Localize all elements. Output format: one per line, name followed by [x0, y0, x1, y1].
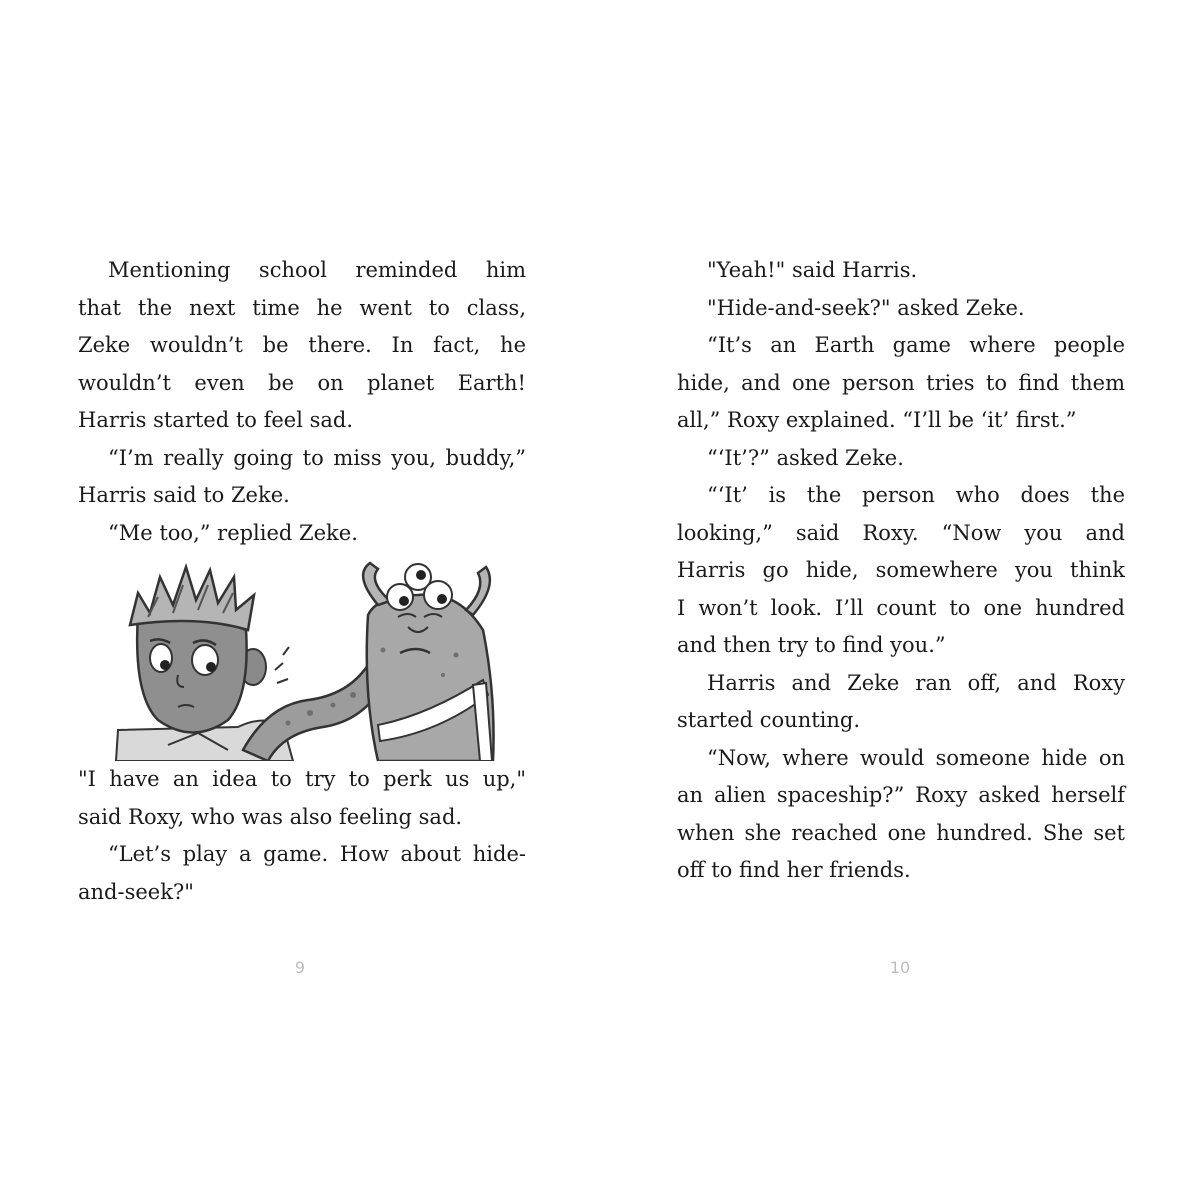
text-line: Harris said to Zeke. [78, 483, 290, 507]
text-line: and then try to find you.” [677, 633, 946, 657]
text-line: an alien spaceship?” Roxy asked herself [677, 783, 1125, 807]
text-line: Zeke wouldn’t be there. In fact, he [78, 333, 526, 357]
right-page [677, 252, 1125, 890]
text-line: “‘It’ is the person who does the [707, 483, 1125, 507]
text-line: “I’m really going to miss you, buddy,” [108, 445, 526, 470]
left-page-text-bottom [78, 761, 526, 911]
text-line: “‘It’?” asked Zeke. [707, 445, 904, 470]
text-line: “Let’s play a game. How about hide- [108, 842, 526, 866]
text-line: said Roxy, who was also feeling sad. [78, 804, 463, 829]
text-line: off to find her friends. [677, 858, 911, 882]
harris-and-zeke-illustration [78, 555, 526, 761]
page-number-right: 10 [889, 958, 911, 977]
text-line: started counting. [677, 708, 861, 732]
right-page-text [677, 252, 1125, 890]
left-page [78, 252, 526, 911]
text-line: “Now, where would someone hide on [707, 745, 1125, 770]
left-page-text-top [78, 252, 526, 552]
text-line: when she reached one hundred. She set [677, 820, 1125, 845]
text-line: wouldn’t even be on planet Earth! [78, 370, 526, 395]
text-line: looking,” said Roxy. “Now you and [677, 520, 1125, 545]
text-line: I won’t look. I’ll count to one hundred [677, 595, 1125, 620]
text-line: "Yeah!" said Harris. [707, 258, 918, 282]
text-line: Harris started to feel sad. [78, 408, 354, 432]
text-line: hide, and one person tries to find them [677, 370, 1125, 395]
text-line: Mentioning school reminded him [108, 258, 526, 282]
text-line: Harris and Zeke ran off, and Roxy [707, 670, 1125, 695]
page-number-left: 9 [294, 958, 306, 977]
text-line: and-seek?" [78, 879, 194, 904]
text-line: all,” Roxy explained. “I’ll be ‘it’ first.” [677, 408, 1077, 432]
text-line: “It’s an Earth game where people [707, 333, 1125, 357]
illustration-svg [78, 555, 526, 761]
text-line: Harris go hide, somewhere you think [677, 558, 1125, 582]
text-line: “Me too,” replied Zeke. [108, 520, 358, 545]
text-line: that the next time he went to class, [78, 295, 526, 320]
text-line: "Hide-and-seek?" asked Zeke. [707, 295, 1025, 320]
text-line: "I have an idea to try to perk us up," [78, 767, 526, 791]
